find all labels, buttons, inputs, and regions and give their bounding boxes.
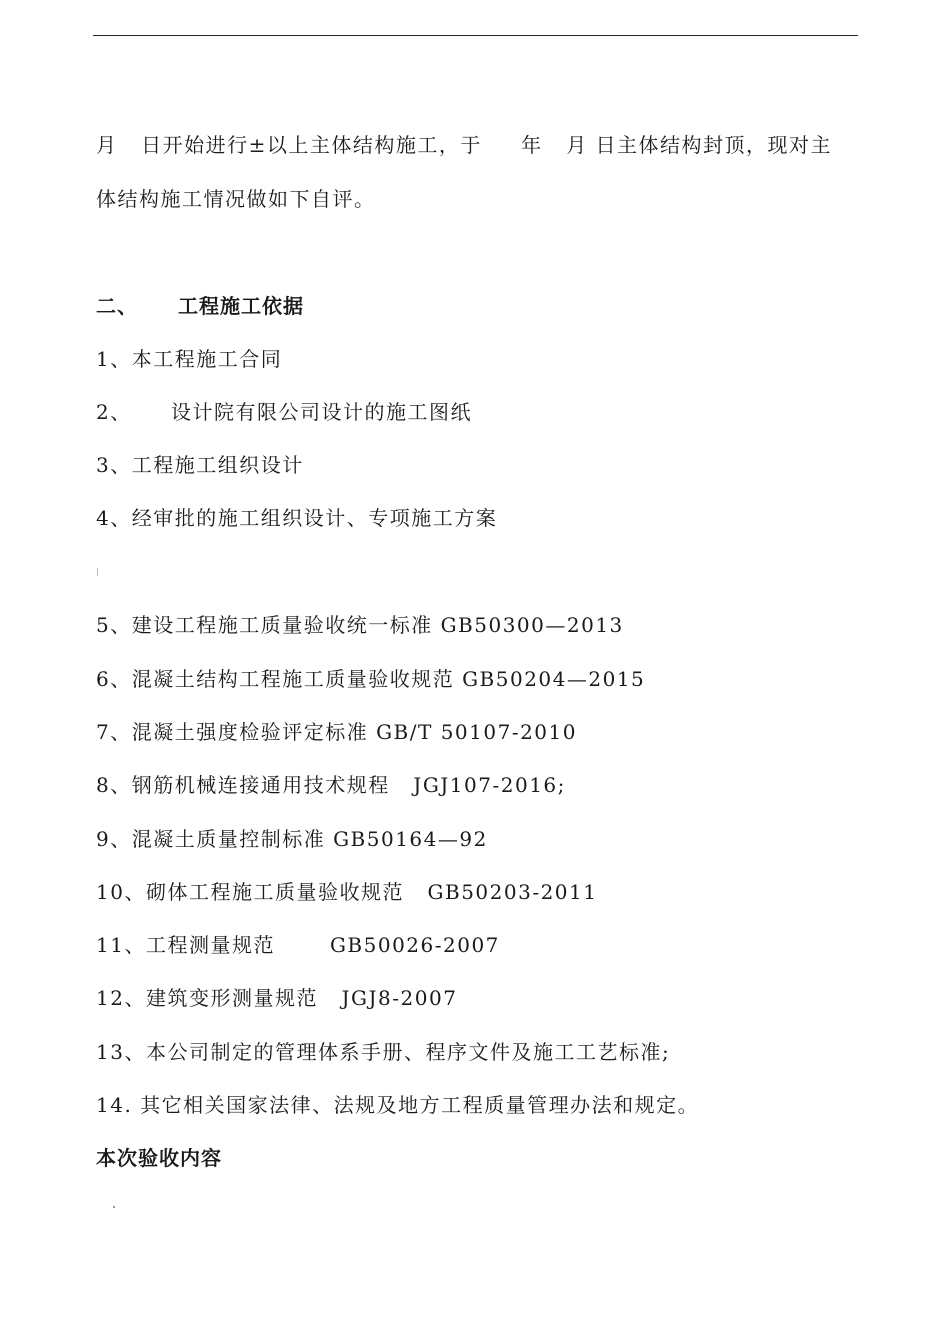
basis-item-5: 5、建设工程施工质量验收统一标准 GB50300—2013 xyxy=(96,613,624,637)
page-speck xyxy=(97,568,98,576)
basis-item-3: 3、工程施工组织设计 xyxy=(96,453,304,477)
header-rule xyxy=(93,35,858,36)
basis-item-8: 8、钢筋机械连接通用技术规程 JGJ107-2016; xyxy=(96,773,566,797)
basis-item-9: 9、混凝土质量控制标准 GB50164—92 xyxy=(96,827,488,851)
basis-item-1: 1、本工程施工合同 xyxy=(96,347,283,371)
intro-line-2: 体结构施工情况做如下自评。 xyxy=(96,187,376,211)
section-2-heading xyxy=(96,292,304,320)
basis-item-14: 14. 其它相关国家法律、法规及地方工程质量管理办法和规定。 xyxy=(96,1093,700,1117)
section-2-title: 工程施工依据 xyxy=(178,294,304,318)
basis-item-13: 13、本公司制定的管理体系手册、程序文件及施工工艺标准; xyxy=(96,1040,671,1064)
intro-line-1: 月 日开始进行±以上主体结构施工，于 年 月 日主体结构封顶，现对主 xyxy=(96,133,833,157)
basis-item-6: 6、混凝土结构工程施工质量验收规范 GB50204—2015 xyxy=(96,667,646,691)
basis-item-11: 11、工程测量规范 GB50026-2007 xyxy=(96,933,500,957)
basis-item-7: 7、混凝土强度检验评定标准 GB/T 50107-2010 xyxy=(96,720,577,744)
basis-item-2: 2、 设计院有限公司设计的施工图纸 xyxy=(96,400,473,424)
basis-item-10: 10、砌体工程施工质量验收规范 GB50203-2011 xyxy=(96,880,598,904)
section-2-number: 二、 xyxy=(96,294,138,318)
basis-item-12: 12、建筑变形测量规范 JGJ8-2007 xyxy=(96,986,458,1010)
page-speck xyxy=(113,1206,115,1208)
section-3-heading: 本次验收内容 xyxy=(96,1146,222,1170)
basis-item-4: 4、经审批的施工组织设计、专项施工方案 xyxy=(96,506,498,530)
